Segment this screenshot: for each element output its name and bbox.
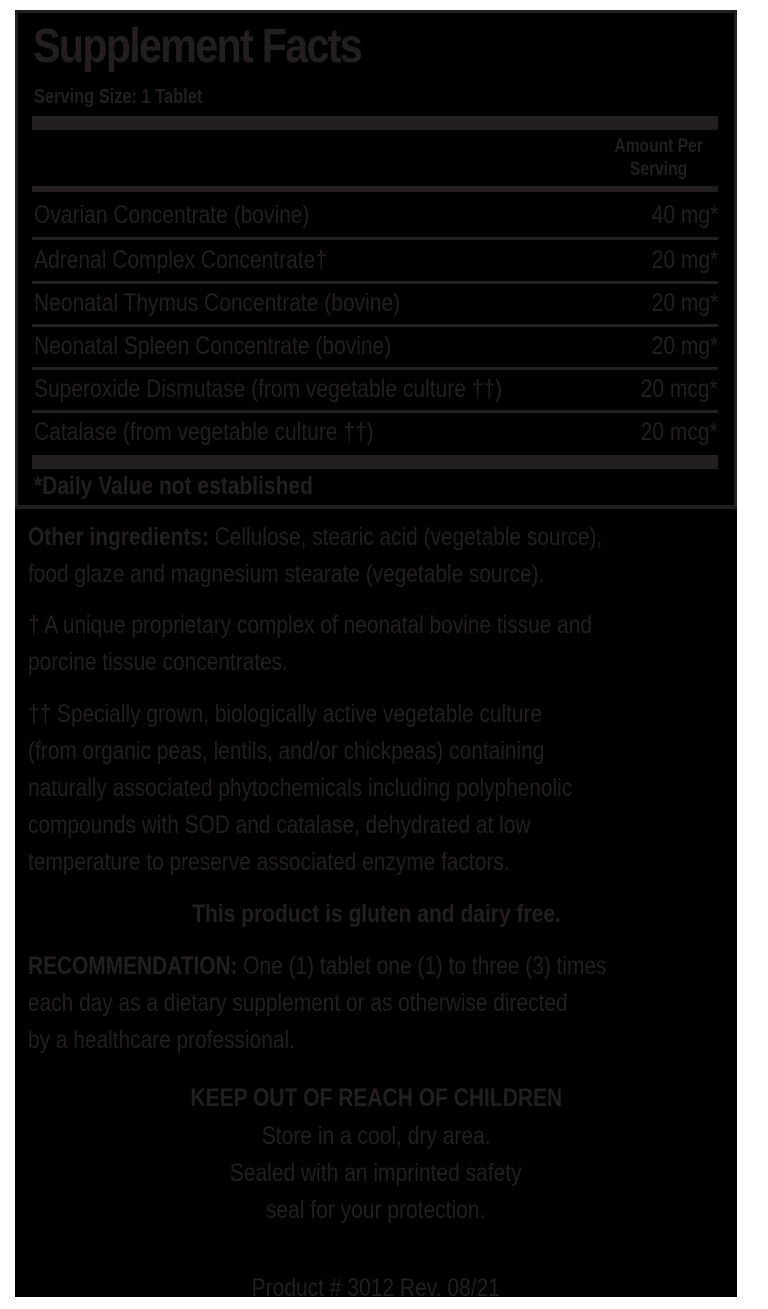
product-info	[15, 1270, 737, 1297]
ingredient-name: Neonatal Spleen Concentrate (bovine)	[34, 332, 392, 360]
supplement-facts-box	[15, 10, 737, 509]
double-dagger-line2: (from organic peas, lentils, and/or chickpeas) containing	[28, 737, 545, 765]
storage-instruction	[15, 1118, 737, 1155]
product-number: Product # 3012 Rev. 08/21	[251, 1274, 501, 1297]
recommendation-label: RECOMMENDATION:	[28, 952, 238, 980]
amount-header-line1: Amount Per	[614, 136, 703, 157]
double-dagger-footnote	[28, 696, 737, 881]
ingredient-amount: 20 mg*	[651, 246, 718, 274]
ingredient-amount: 20 mg*	[651, 332, 718, 360]
daily-value-note: *Daily Value not established	[34, 472, 313, 500]
other-ingredients-line2: food glaze and magnesium stearate (vegetable source).	[28, 560, 545, 588]
amount-header-line2: Serving	[630, 159, 688, 180]
other-ingredients-line1: Cellulose, stearic acid (vegetable source),	[208, 523, 603, 551]
recommendation-line1: One (1) tablet one (1) to three (3) times	[237, 952, 607, 980]
dagger-footnote-line2: porcine tissue concentrates.	[28, 648, 288, 676]
seal-line-1	[15, 1155, 737, 1192]
facts-title: Supplement Facts	[33, 20, 362, 73]
ingredient-name: Neonatal Thymus Concentrate (bovine)	[34, 289, 401, 317]
dagger-footnote-line1: † A unique proprietary complex of neonatal bovine tissue and	[28, 611, 593, 639]
ingredient-row	[34, 283, 718, 323]
ingredient-name: Ovarian Concentrate (bovine)	[34, 201, 310, 229]
other-ingredients-label: Other ingredients:	[28, 523, 209, 551]
serving-size: Serving Size: 1 Tablet	[34, 86, 203, 108]
amount-per-serving-header	[601, 135, 716, 181]
ingredient-amount: 20 mg*	[651, 289, 718, 317]
double-dagger-line1: †† Specially grown, biologically active vegetable culture	[28, 700, 543, 728]
bottom-thick-divider	[32, 455, 718, 469]
ingredient-name: Catalase (from vegetable culture ††)	[34, 418, 374, 446]
storage-text: Store in a cool, dry area.	[261, 1122, 491, 1150]
recommendation-line3: by a healthcare professional.	[28, 1026, 295, 1054]
ingredient-row	[34, 369, 718, 409]
seal-line-2	[15, 1192, 737, 1229]
seal-text-2: seal for your protection.	[266, 1196, 486, 1224]
header-divider	[32, 186, 718, 192]
double-dagger-line3: naturally associated phytochemicals including polyphenolic	[28, 774, 573, 802]
ingredient-row	[34, 326, 718, 366]
supplement-label-panel	[15, 10, 737, 1297]
ingredient-row	[34, 412, 718, 452]
ingredient-amount: 20 mcg*	[640, 375, 718, 403]
double-dagger-line4: compounds with SOD and catalase, dehydrated at low	[28, 811, 531, 839]
recommendation-line2: each day as a dietary supplement or as otherwise directed	[28, 989, 568, 1017]
other-ingredients	[28, 519, 737, 593]
double-dagger-line5: temperature to preserve associated enzyme factors.	[28, 848, 510, 876]
allergen-text: This product is gluten and dairy free.	[191, 900, 561, 928]
ingredient-name: Superoxide Dismutase (from vegetable culture ††)	[34, 375, 503, 403]
ingredient-name: Adrenal Complex Concentrate†	[34, 246, 328, 274]
seal-text-1: Sealed with an imprinted safety	[230, 1159, 522, 1187]
ingredient-amount: 20 mcg*	[640, 418, 718, 446]
keep-out-warning	[15, 1080, 737, 1117]
recommendation	[28, 948, 737, 1059]
ingredient-row	[34, 240, 718, 280]
ingredient-amount: 40 mg*	[651, 201, 718, 229]
thick-divider	[32, 116, 718, 130]
keep-out-text: KEEP OUT OF REACH OF CHILDREN	[190, 1084, 562, 1112]
dagger-footnote	[28, 607, 737, 681]
allergen-statement	[15, 896, 737, 933]
ingredient-row	[34, 195, 718, 235]
